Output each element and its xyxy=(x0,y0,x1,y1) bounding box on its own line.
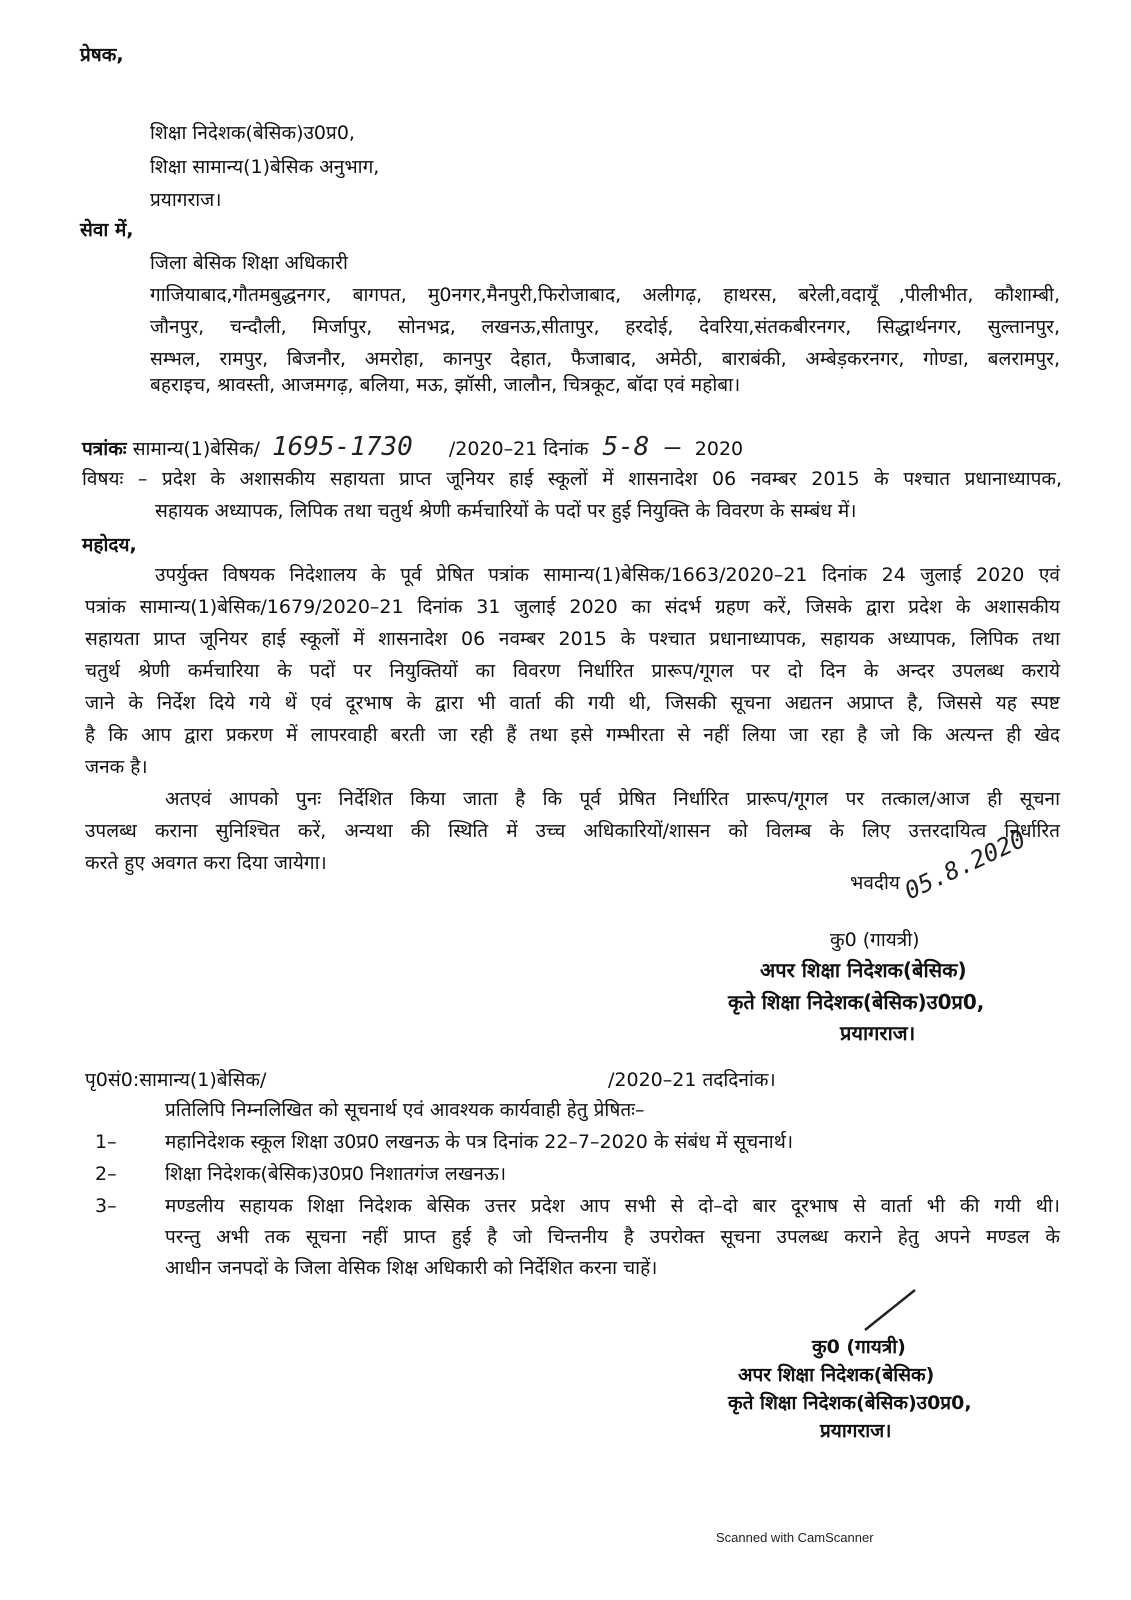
salutation: महोदय, xyxy=(82,534,137,556)
reference-line xyxy=(82,432,743,464)
ref-date-year: 2020 xyxy=(694,438,744,460)
copy-item-number: 3– xyxy=(95,1195,117,1217)
body-line: है कि आप द्वारा प्रकरण में लापरवाही बरती जा रही हैं तथा इसे गम्भीरता से नहीं लिया जा रहा है जो कि अत्यन्त ही खेद xyxy=(85,724,1060,746)
subject-line: सहायक अध्यापक, लिपिक तथा चतुर्थ श्रेणी कर्मचारियों के पदों पर हुई नियुक्ति के विवरण के सम्बंध में। xyxy=(155,500,857,522)
copy-item: आधीन जनपदों के जिला वेसिक शिक्ष अधिकारी को निर्देशित करना चाहें। xyxy=(165,1257,658,1279)
ref-date-handwritten: 5-8 – xyxy=(602,432,681,462)
sender-label: प्रेषक, xyxy=(80,44,124,66)
body-line: चतुर्थ श्रेणी कर्मचारिया के पदों पर नियुक्तियों का विवरण निर्धारित प्रारूप/गूगल पर दो दिन के अन्दर उपलब्ध कराये xyxy=(85,660,1060,682)
ref-prefix: सामान्य(1)बेसिक/ xyxy=(132,438,260,460)
copy-item: महानिदेशक स्कूल शिक्षा उ0प्र0 लखनऊ के पत्र दिनांक 22–7–2020 के संबंध में सूचनार्थ। xyxy=(165,1131,794,1153)
district-line: बहराइच, श्रावस्ती, आजमगढ़, बलिया, मऊ, झॉसी, जालौन, चित्रकूट, बॉदा एवं महोबा। xyxy=(150,374,741,396)
district-line: जौनपुर, चन्दौली, मिर्जापुर, सोनभद्र, लखनऊ,सीतापुर, हरदोई, देवरिया,संतकबीरनगर, सिद्धार्थनगर, सुल्तानपुर, xyxy=(150,316,1060,338)
copy-item: शिक्षा निदेशक(बेसिक)उ0प्र0 निशातगंज लखनऊ। xyxy=(165,1163,507,1185)
recipient-label: सेवा में, xyxy=(80,219,134,241)
signatory-title: अपर शिक्षा निदेशक(बेसिक) xyxy=(760,958,967,982)
closing: भवदीय xyxy=(850,872,900,894)
copy-item: मण्डलीय सहायक शिक्षा निदेशक बेसिक उत्तर प्रदेश आप सभी से दो–दो बार दूरभाष से वार्ता भी की गयी थी। xyxy=(165,1195,1060,1217)
signatory-name: कु0 (गायत्री) xyxy=(830,929,920,951)
copy-item-number: 2– xyxy=(95,1163,117,1185)
copy-intro: प्रतिलिपि निम्नलिखित को सूचनार्थ एवं आवश्यक कार्यवाही हेतु प्रेषितः– xyxy=(165,1099,645,1121)
recipient-title: जिला बेसिक शिक्षा अधिकारी xyxy=(150,252,348,274)
ref-label: पत्रांकः xyxy=(82,438,127,460)
copy-ref-date: /2020–21 तददिनांक। xyxy=(608,1069,776,1091)
body-line: जाने के निर्देश दिये गये थें एवं दूरभाष के द्वारा भी वार्ता की गयी थी, जिसकी सूचना अद्यतन अप्राप्त है, जिससे यह स्पष्ट xyxy=(85,692,1060,714)
copy-item: परन्तु अभी तक सूचना नहीं प्राप्त हुई है जो चिन्तनीय है उपरोक्त सूचना उपलब्ध कराने हेतु अपने मण्डल के xyxy=(165,1226,1060,1248)
signatory2-place: प्रयागराज। xyxy=(820,1420,892,1442)
signatory-place: प्रयागराज। xyxy=(840,1021,916,1045)
subject-line: विषयः – प्रदेश के अशासकीय सहायता प्राप्त जूनियर हाई स्कूलों में शासनादेश 06 नवम्बर 2015 के पश्चात प्रधानाध्यापक, xyxy=(82,468,1062,490)
ref-year: /2020–21 दिनांक xyxy=(448,438,589,460)
signatory2-for: कृते शिक्षा निदेशक(बेसिक)उ0प्र0, xyxy=(728,1392,972,1414)
copy-item-number: 1– xyxy=(95,1131,117,1153)
sender-line: प्रयागराज। xyxy=(150,189,222,211)
body-line: जनक है। xyxy=(85,756,148,778)
ref-number-handwritten: 1695-1730 xyxy=(271,432,413,462)
scanner-watermark: Scanned with CamScanner xyxy=(716,1530,874,1545)
body-line: करते हुए अवगत करा दिया जायेगा। xyxy=(85,852,327,874)
body-line: उपलब्ध कराना सुनिश्चित करें, अन्यथा की स्थिति में उच्च अधिकारियों/शासन को विलम्ब के लिए उत्तरदायित्व निर्धारित xyxy=(85,820,1060,842)
signatory2-name: कु0 (गायत्री) xyxy=(812,1336,906,1358)
sender-line: शिक्षा निदेशक(बेसिक)उ0प्र0, xyxy=(150,122,355,144)
handwritten-date: 05.8.2020 xyxy=(900,824,1030,906)
signatory-for: कृते शिक्षा निदेशक(बेसिक)उ0प्र0, xyxy=(728,990,985,1014)
signature-mark xyxy=(860,1285,920,1335)
body-line: सहायता प्राप्त जूनियर हाई स्कूलों में शासनादेश 06 नवम्बर 2015 के पश्चात प्रधानाध्यापक, सहायक अध्यापक, लिपिक तथा xyxy=(85,628,1060,650)
signatory2-title: अपर शिक्षा निदेशक(बेसिक) xyxy=(738,1364,935,1386)
sender-line: शिक्षा सामान्य(1)बेसिक अनुभाग, xyxy=(150,156,380,178)
body-line: पत्रांक सामान्य(1)बेसिक/1679/2020–21 दिनांक 31 जुलाई 2020 का संदर्भ ग्रहण करें, जिसके द्वारा प्रदेश के अशासकीय xyxy=(85,596,1060,618)
district-line: सम्भल, रामपुर, बिजनौर, अमरोहा, कानपुर देहात, फैजाबाद, अमेठी, बाराबंकी, अम्बेड़करनगर, गोण्डा, बलरामपुर, xyxy=(150,348,1060,370)
district-line: गाजियाबाद,गौतमबुद्धनगर, बागपत, मु0नगर,मैनपुरी,फिरोजाबाद, अलीगढ़, हाथरस, बरेली,वदायूँ ,पीलीभीत, कौशाम्बी, xyxy=(150,284,1060,306)
body-line: उपर्युक्त विषयक निदेशालय के पूर्व प्रेषित पत्रांक सामान्य(1)बेसिक/1663/2020–21 दिनांक 24 जुलाई 2020 एवं xyxy=(155,564,1060,586)
body-line: अतएवं आपको पुनः निर्देशित किया जाता है कि पूर्व प्रेषित निर्धारित प्रारूप/गूगल पर तत्काल/आज ही सूचना xyxy=(165,788,1060,810)
copy-ref: पृ0सं0:सामान्य(1)बेसिक/ xyxy=(85,1069,267,1091)
